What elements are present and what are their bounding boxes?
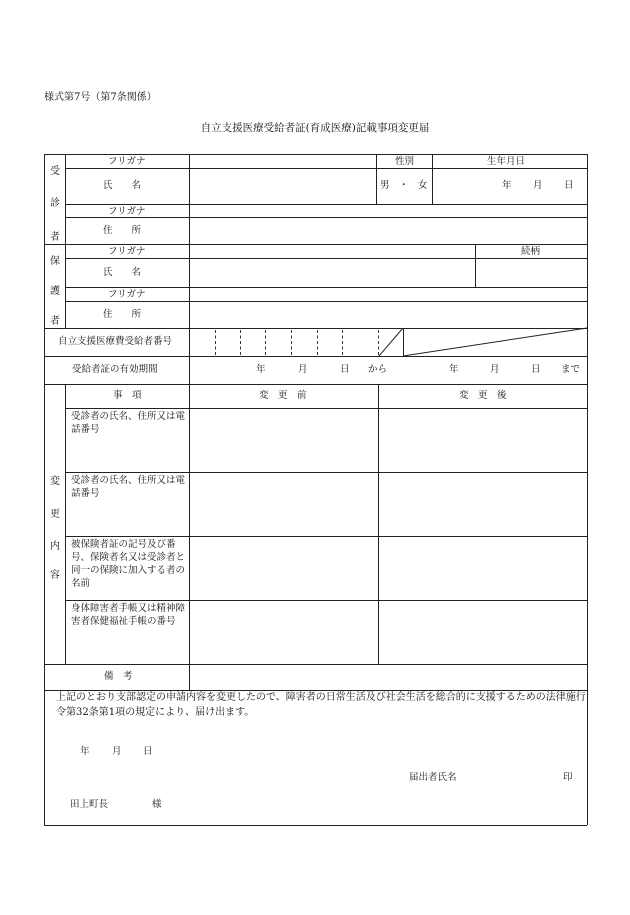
sex-label: 性別 xyxy=(395,156,415,167)
addressee: 田上町長 xyxy=(70,799,109,810)
guardian-group-char: 護 xyxy=(50,286,60,297)
declaration-month: 月 xyxy=(112,746,122,757)
validity-from-month: 月 xyxy=(298,364,308,375)
validity-until: まで xyxy=(561,364,581,375)
column-before-header: 変 更 前 xyxy=(259,390,307,401)
form-title: 自立支援医療受給者証(育成医療)記載事項変更届 xyxy=(200,122,430,134)
submitter-name-label: 届出者氏名 xyxy=(409,772,457,783)
before-field[interactable] xyxy=(190,537,377,599)
patient-address-label: 住 所 xyxy=(103,225,142,236)
recipient-number-label: 自立支援医療費受給者番号 xyxy=(58,336,173,347)
changes-group-char: 内 xyxy=(50,541,60,552)
patient-furigana-label: フリガナ xyxy=(108,156,146,167)
validity-to-year: 年 xyxy=(449,364,459,375)
column-item-header: 事 項 xyxy=(113,390,142,401)
birth-year: 年 xyxy=(502,180,512,191)
remarks-label: 備 考 xyxy=(104,671,133,682)
declaration-day: 日 xyxy=(143,746,153,757)
patient-address-furigana-label: フリガナ xyxy=(108,206,146,217)
column-after-header: 変 更 後 xyxy=(459,390,507,401)
guardian-name-label: 氏 名 xyxy=(103,267,142,278)
validity-from-year: 年 xyxy=(256,364,266,375)
changes-group-char: 容 xyxy=(50,570,60,581)
birth-month: 月 xyxy=(533,180,543,191)
changes-group-char: 変 xyxy=(50,476,60,487)
remarks-field[interactable] xyxy=(190,665,586,689)
after-field[interactable] xyxy=(379,601,586,663)
guardian-furigana-label: フリガナ xyxy=(108,246,146,257)
validity-to-month: 月 xyxy=(490,364,500,375)
before-field[interactable] xyxy=(190,409,377,471)
declaration-text: 上記のとおり支部認定の申請内容を変更したので、障害者の日常生活及び社会生活を総合的に支援するための法律施行令第32条第1項の規定により、届け出ます。 xyxy=(56,692,586,718)
change-item-label: 身体障害者手帳又は精神障害者保健福祉手帳の番号 xyxy=(71,603,186,627)
validity-to-day: 日 xyxy=(531,364,541,375)
validity-label: 受給者証の有効期間 xyxy=(72,364,158,375)
guardian-address-furigana-label: フリガナ xyxy=(108,289,146,300)
before-field[interactable] xyxy=(190,473,377,535)
after-field[interactable] xyxy=(379,473,586,535)
after-field[interactable] xyxy=(379,537,586,599)
change-item-label: 受診者の氏名、住所又は電話番号 xyxy=(71,475,186,499)
patient-group-char: 受 xyxy=(50,166,60,177)
guardian-address-label: 住 所 xyxy=(103,309,142,320)
patient-group-char: 者 xyxy=(50,232,60,243)
declaration-year: 年 xyxy=(80,746,90,757)
change-item-label: 被保険者証の記号及び番号、保険者名又は受診者と同一の保険に加入する者の名前 xyxy=(71,539,186,589)
addressee-honorific: 様 xyxy=(152,799,162,810)
change-item-label: 受診者の氏名、住所又は電話番号 xyxy=(71,411,186,435)
guardian-group-char: 者 xyxy=(50,316,60,327)
birthdate-label: 生年月日 xyxy=(487,156,526,167)
patient-name-label: 氏 名 xyxy=(103,180,142,191)
validity-from-day: 日 xyxy=(340,364,350,375)
validity-from: から xyxy=(368,364,388,375)
seal-mark: 印 xyxy=(563,772,573,783)
after-field[interactable] xyxy=(379,409,586,471)
birth-day: 日 xyxy=(564,180,574,191)
form-number: 様式第7号（第7条関係） xyxy=(44,92,157,103)
before-field[interactable] xyxy=(190,601,377,663)
sex-options[interactable]: 男 ・ 女 xyxy=(380,180,428,191)
changes-group-char: 更 xyxy=(50,509,60,520)
relation-label: 続柄 xyxy=(521,246,541,257)
patient-group-char: 診 xyxy=(50,198,60,209)
guardian-group-char: 保 xyxy=(50,256,60,267)
